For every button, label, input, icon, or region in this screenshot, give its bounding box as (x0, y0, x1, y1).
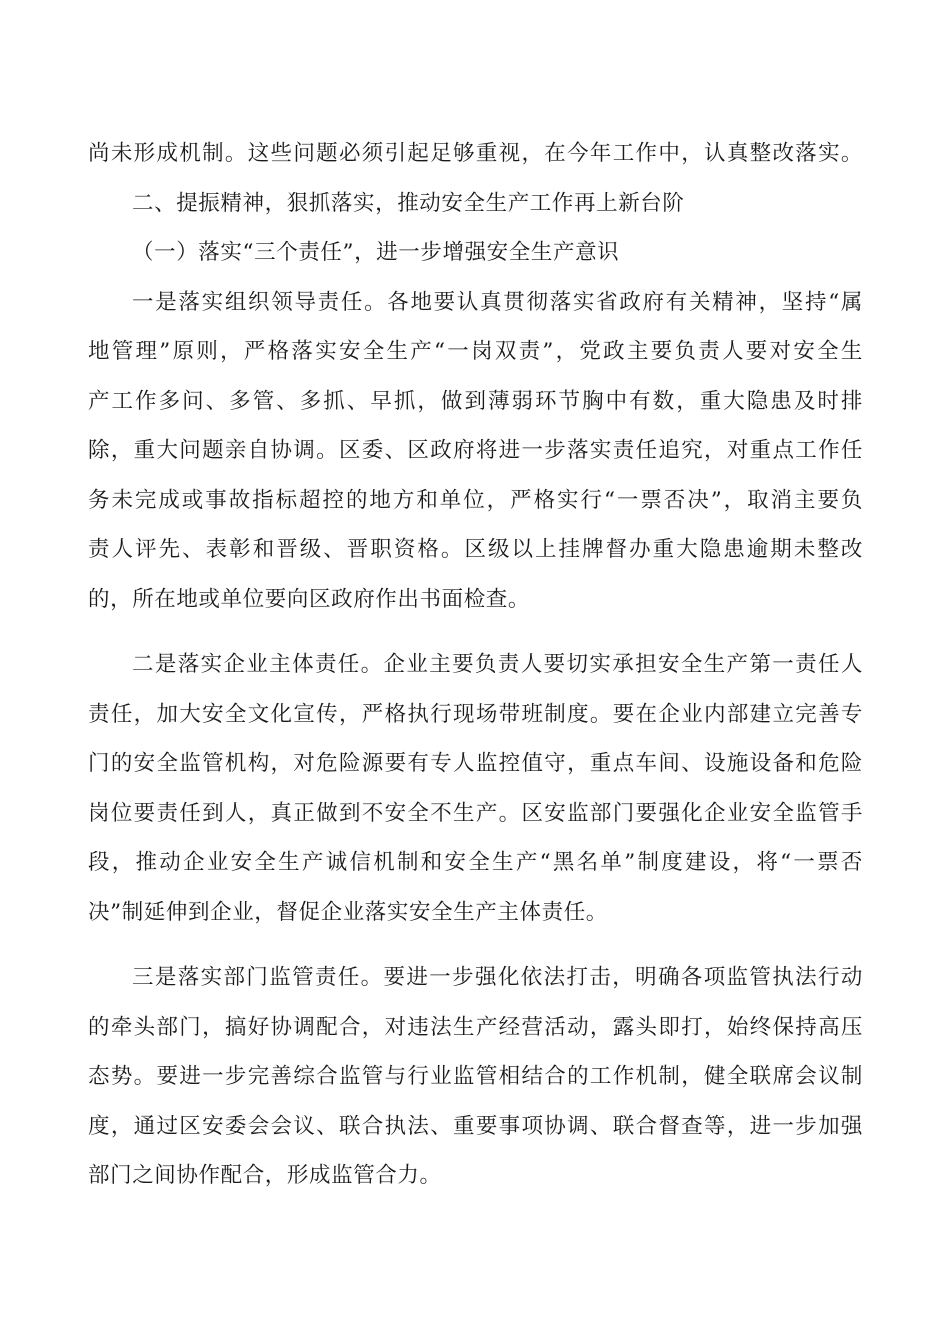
document-body (88, 129, 863, 1201)
continuation-text: 尚未形成机制。这些问题必须引起足够重视，在今年工作中，认真整改落实。 (88, 141, 863, 166)
paragraph-line: 责任，加大安全文化宣传，严格执行现场带班制度。要在企业内部建立完善专 (88, 701, 863, 727)
subsection-heading: （一）落实“三个责任”，进一步增强安全生产意识 (132, 240, 620, 265)
paragraph-line: 一是落实组织领导责任。各地要认真贯彻落实省政府有关精神，坚持“属 (132, 289, 863, 315)
paragraph-line: 地管理”原则，严格落实安全生产“一岗双责”，党政主要负责人要对安全生 (88, 339, 863, 364)
paragraph-line: 的，所在地或单位要向区政府作出书面检查。 (88, 586, 531, 612)
paragraph-spacer (88, 624, 863, 640)
paragraph-line: 段，推动企业安全生产诚信机制和安全生产“黑名单”制度建设，将“一票否 (88, 850, 863, 875)
paragraph-organizational-responsibility (88, 278, 863, 625)
paragraph-line: 的牵头部门，搞好协调配合，对违法生产经营活动，露头即打，始终保持高压 (88, 1014, 863, 1040)
paragraph-line: 产工作多问、多管、多抓、早抓，做到薄弱环节胸中有数，重大隐患及时排 (88, 388, 863, 414)
paragraph-line: 除，重大问题亲自协调。区委、区政府将进一步落实责任追究，对重点工作任 (88, 438, 863, 463)
paragraph-line: 务未完成或事故指标超控的地方和单位，严格实行“一票否决”，取消主要负 (88, 487, 863, 513)
paragraph-line: 度，通过区安委会会议、联合执法、重要事项协调、联合督查等，进一步加强 (88, 1113, 863, 1139)
paragraph-department-responsibility (88, 953, 863, 1201)
paragraph-line: 门的安全监管机构，对危险源要有专人监控值守，重点车间、设施设备和危险 (88, 751, 863, 776)
paragraph-line: 三是落实部门监管责任。要进一步强化依法打击，明确各项监管执法行动 (132, 965, 863, 990)
section-heading: 二、提振精神，狠抓落实，推动安全生产工作再上新台阶 (132, 190, 685, 216)
paragraph-line: 责人评先、表彰和晋级、晋职资格。区级以上挂牌督办重大隐患逾期未整改 (88, 537, 863, 562)
paragraph-spacer (88, 937, 863, 953)
paragraph-line: 二是落实企业主体责任。企业主要负责人要切实承担安全生产第一责任人 (132, 652, 863, 677)
paragraph-line: 态势。要进一步完善综合监管与行业监管相结合的工作机制，健全联席会议制 (88, 1064, 863, 1089)
paragraph-enterprise-responsibility (88, 640, 863, 937)
paragraph-line: 部门之间协作配合，形成监管合力。 (88, 1163, 442, 1188)
paragraph-line: 决”制延伸到企业，督促企业落实安全生产主体责任。 (88, 899, 608, 925)
paragraph-line: 岗位要责任到人，真正做到不安全不生产。区安监部门要强化企业安全监管手 (88, 800, 863, 826)
